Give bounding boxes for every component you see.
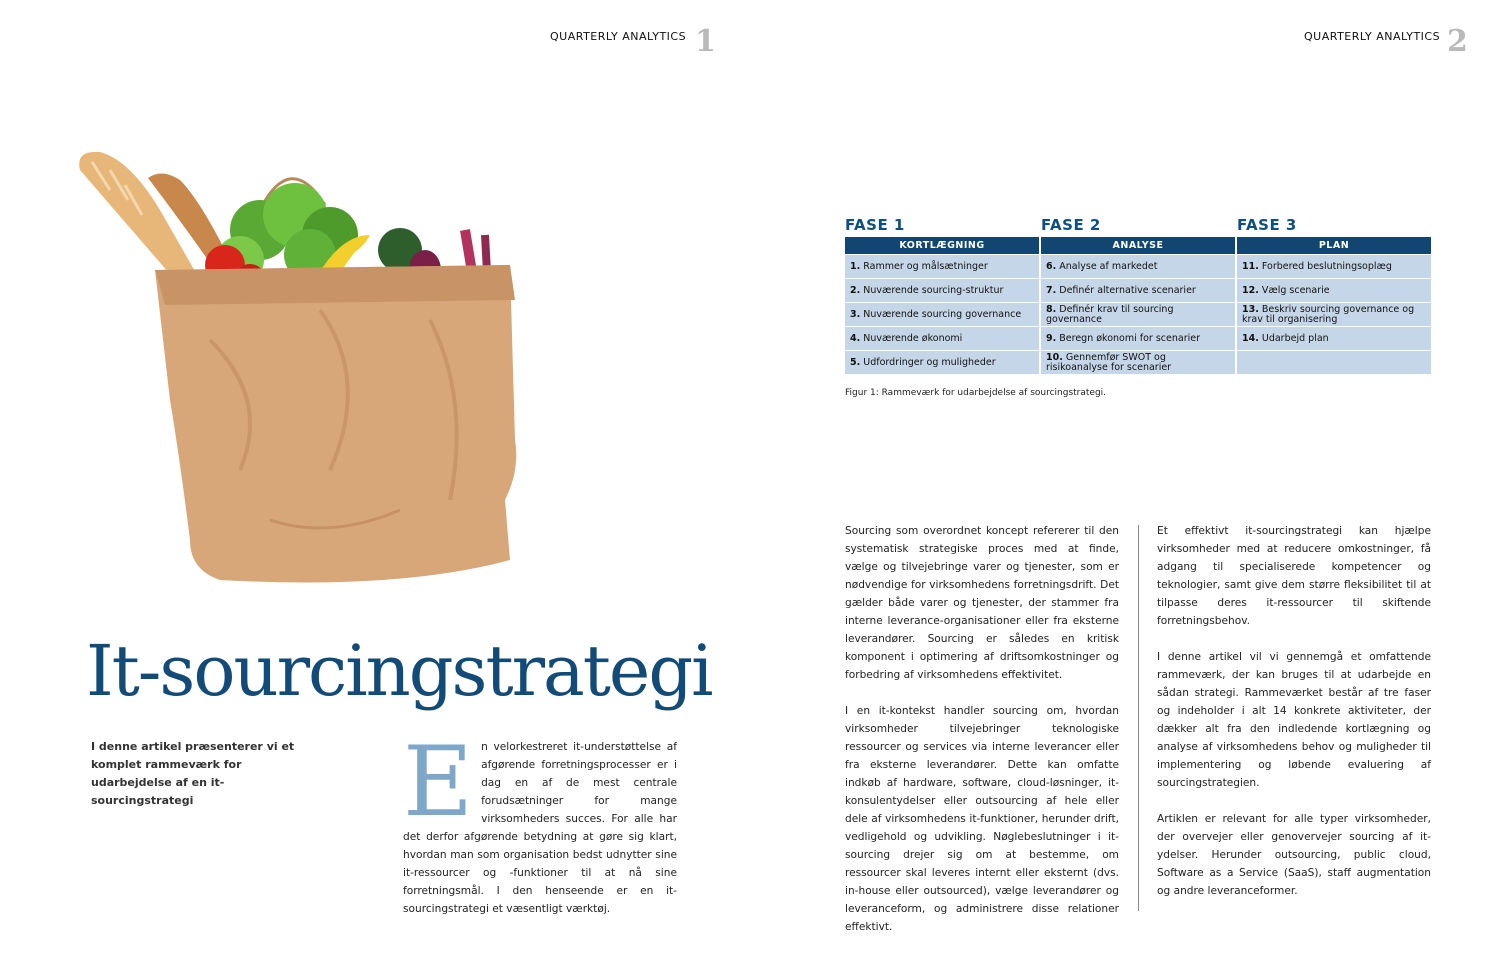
grocery-bag-illustration bbox=[70, 140, 530, 600]
article-title: It-sourcingstrategi bbox=[86, 630, 712, 712]
phase-activity: 2. Nuværende sourcing-struktur bbox=[845, 279, 1039, 302]
phase-table-row bbox=[845, 279, 1431, 302]
column-divider bbox=[1138, 525, 1139, 911]
paragraph: I denne artikel vil vi gennemgå et omfattende rammeværk, der kan bruges til at udarbejde en sådan strategi. Rammeværket består af tre faser og indeholder i alt 14 konkrete aktiviteter, der dækker alt fra den indledende kortlægning og analyse af virksomhedens behov og muligheder til implementering og løbende evaluering af sourcingstrategien. bbox=[1157, 651, 1431, 789]
phase-activity: 14. Udarbejd plan bbox=[1237, 327, 1431, 350]
phase-activity: 5. Udfordringer og muligheder bbox=[845, 351, 1039, 374]
phase-activity: 9. Beregn økonomi for scenarier bbox=[1041, 327, 1235, 350]
drop-cap: E bbox=[403, 726, 474, 838]
phase-activity: 7. Definér alternative scenarier bbox=[1041, 279, 1235, 302]
phase-activity: 4. Nuværende økonomi bbox=[845, 327, 1039, 350]
phase-table-row bbox=[845, 351, 1431, 374]
phase-activity: 8. Definér krav til sourcing governance bbox=[1041, 303, 1235, 326]
paragraph: I en it-kontekst handler sourcing om, hvordan virksomheder tilvejebringer teknologiske ressourcer og services via interne leverancer eller fra eksterne leverandører. Dette kan omfatte indkøb af hardware, software, cloud-løsninger, it-konsulentydelser eller outsourcing af hele eller dele af virksomhedens it-funktioner, herunder drift, vedligehold og udvikling. Nøglebeslutninger i it-sourcing drejer sig om at bestemme, om ressourcer skal leveres internt eller eksternt (dvs. in-house eller outsourced), vælge leverandører og leveranceform, og administrere disse relationer effektivt. bbox=[845, 705, 1119, 933]
phase-3-title: FASE 3 bbox=[1237, 216, 1297, 234]
intro-text: n velorkestreret it-understøttelse af afgørende forretningsprocesser er i dag en af de mest centrale forudsætninger for mange virksomheders succes. For alle har det derfor afgørende betydning at gøre sig klart, hvordan man som organisation bedst udnytter sine it-ressourcer og -funktioner til at nå sine forretningsmål. I den henseende er en it-sourcingstrategi et væsentligt værktøj. bbox=[403, 741, 677, 915]
phase-table-header: ANALYSE bbox=[1041, 237, 1235, 254]
body-column-1 bbox=[845, 522, 1119, 954]
phase-activity: 11. Forbered beslutningsoplæg bbox=[1237, 255, 1431, 278]
paragraph: Sourcing som overordnet koncept refererer til den systematisk strategiske proces med at finde, vælge og tilvejebringe varer og tjenester, som er nødvendige for virksomhedens forretningsdrift. Det gælder både varer og tjenester, der stammer fra interne leverance-organisationer eller fra eksterne leverandører. Sourcing er således en kritisk komponent i optimering af driftsomkostninger og forbedring af virksomhedens effektivitet. bbox=[845, 525, 1119, 681]
phase-table-header: PLAN bbox=[1237, 237, 1431, 254]
page-number-right: 2 bbox=[1447, 24, 1468, 59]
phase-activity: 6. Analyse af markedet bbox=[1041, 255, 1235, 278]
phase-activity: 1. Rammer og målsætninger bbox=[845, 255, 1039, 278]
phase-table-header: KORTLÆGNING bbox=[845, 237, 1039, 254]
page-header-left-label: QUARTERLY ANALYTICS bbox=[550, 30, 687, 43]
phase-table-row bbox=[845, 327, 1431, 350]
phase-activity: 13. Beskriv sourcing governance og krav til organisering bbox=[1237, 303, 1431, 326]
phase-activity: 12. Vælg scenarie bbox=[1237, 279, 1431, 302]
phase-activity: 10. Gennemfør SWOT og risikoanalyse for scenarier bbox=[1041, 351, 1235, 374]
paper-bag-icon bbox=[155, 265, 516, 583]
intro-paragraph bbox=[403, 726, 677, 918]
phase-table-row bbox=[845, 303, 1431, 326]
phase-table-row bbox=[845, 255, 1431, 278]
paragraph: Et effektivt it-sourcingstrategi kan hjælpe virksomheder med at reducere omkostninger, få adgang til specialiserede kompetencer og teknologier, samt give dem større fleksibilitet til at tilpasse deres it-ressourcer til skiftende forretningsbehov. bbox=[1157, 525, 1431, 627]
figure-caption: Figur 1: Rammeværk for udarbejdelse af sourcingstrategi. bbox=[845, 388, 1107, 398]
phase-2-title: FASE 2 bbox=[1041, 216, 1101, 234]
phase-1-title: FASE 1 bbox=[845, 216, 905, 234]
page-number-left: 1 bbox=[695, 24, 716, 59]
page-header-right-label: QUARTERLY ANALYTICS bbox=[1304, 30, 1441, 43]
phase-activity: 3. Nuværende sourcing governance bbox=[845, 303, 1039, 326]
phase-activity bbox=[1237, 351, 1431, 374]
phase-table bbox=[843, 236, 1433, 375]
phase-table-header-row bbox=[845, 237, 1431, 254]
paragraph: Artiklen er relevant for alle typer virksomheder, der overvejer eller genovervejer sourcing af it-ydelser. Herunder outsourcing, public cloud, Software as a Service (SaaS), staff augmentation og andre leveranceformer. bbox=[1157, 813, 1431, 897]
article-lead: I denne artikel præsenterer vi et komplet rammeværk for udarbejdelse af en it-sourcingstrategi bbox=[91, 740, 295, 807]
body-column-2 bbox=[1157, 522, 1431, 918]
